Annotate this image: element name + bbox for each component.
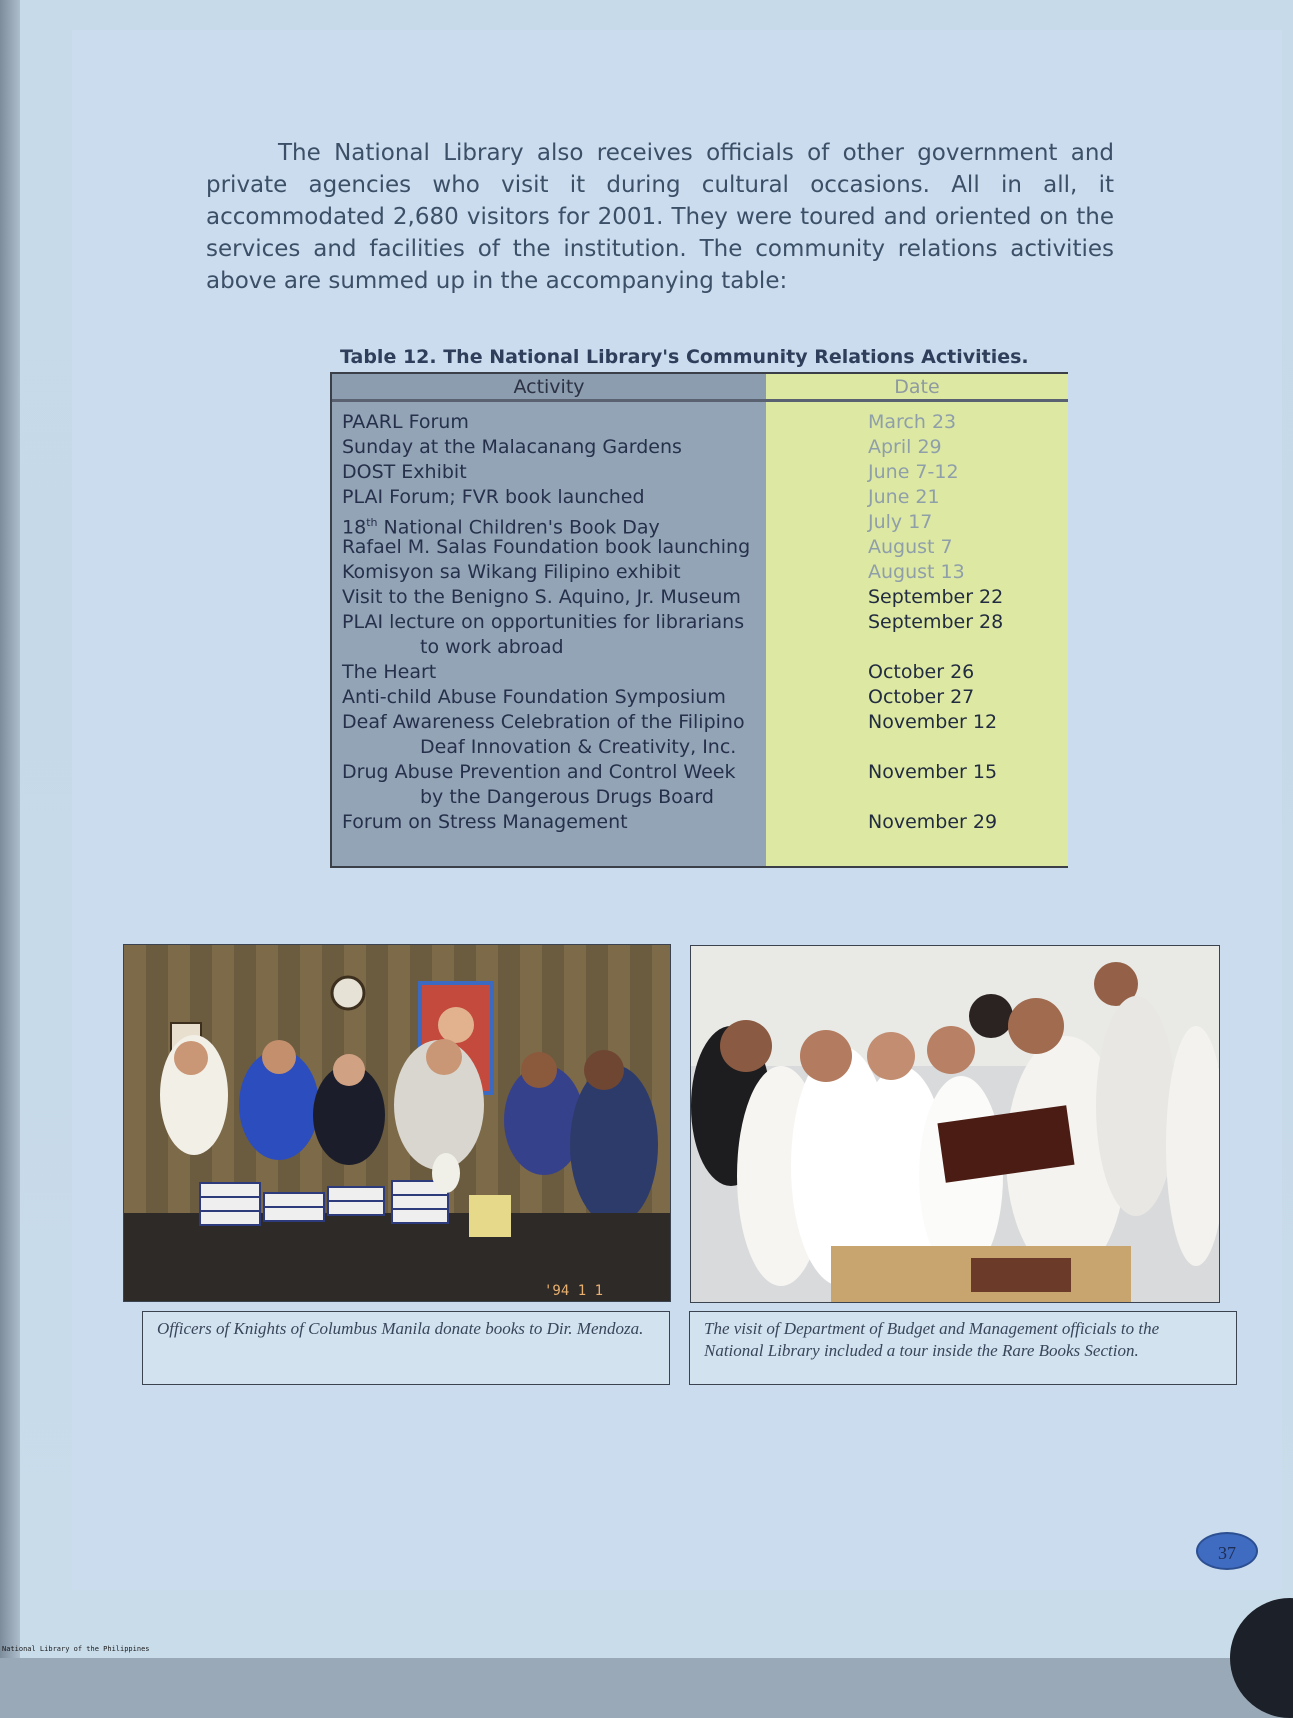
scan-footer: National Library of the Philippines	[2, 1645, 150, 1653]
date-cell: October 26	[868, 661, 975, 683]
photo-knights-of-columbus-donation	[123, 944, 671, 1302]
activity-continuation: by the Dangerous Drugs Board	[420, 786, 714, 808]
activity-ordinal: 18	[342, 516, 367, 539]
activity-cell	[342, 610, 762, 660]
activity-cell	[342, 710, 762, 760]
table-caption: Table 12. The National Library's Community Relations Activities.	[340, 346, 1029, 368]
photo-2-caption: The visit of Department of Budget and Management officials to the National Library included a tour inside the Rare Books Section.	[689, 1311, 1237, 1385]
date-cell: November 12	[868, 711, 998, 733]
activity-cell: Sunday at the Malacanang Gardens	[342, 436, 682, 458]
date-cell: June 7-12	[868, 461, 959, 483]
date-cell: June 21	[868, 486, 940, 508]
photo-date-stamp: '94 1 1	[544, 1283, 604, 1299]
activity-cell: Rafael M. Salas Foundation book launching	[342, 536, 751, 558]
activity-ordinal-suffix: th	[366, 516, 378, 529]
activity-text: Drug Abuse Prevention and Control Week	[342, 761, 736, 783]
activity-cell: Komisyon sa Wikang Filipino exhibit	[342, 561, 681, 583]
activity-continuation: to work abroad	[420, 636, 564, 658]
photo-1-caption: Officers of Knights of Columbus Manila donate books to Dir. Mendoza.	[142, 1311, 670, 1385]
photo-rare-books-section-tour	[690, 945, 1220, 1303]
date-cell: October 27	[868, 686, 975, 708]
date-cell: November 29	[868, 811, 998, 833]
column-header-activity: Activity	[332, 374, 766, 402]
activity-cell: Forum on Stress Management	[342, 811, 628, 833]
book-binding-shadow	[0, 0, 20, 1658]
photo-1-illustration	[124, 945, 670, 1301]
activity-cell: Visit to the Benigno S. Aquino, Jr. Museum	[342, 586, 741, 608]
activity-cell: The Heart	[342, 661, 437, 683]
page-number-badge: 37	[1196, 1532, 1258, 1570]
photo-2-illustration	[691, 946, 1219, 1302]
activity-cell	[342, 760, 762, 810]
activity-cell: PLAI Forum; FVR book launched	[342, 486, 645, 508]
date-cell: August 7	[868, 536, 953, 558]
intro-paragraph: The National Library also receives officials of other government and private agencies who visit it during cultural occasions. All in all, it accommodated 2,680 visitors for 2001. They were toured and oriented on the services and facilities of the institution. The community relations activities above are summed up in the accompanying table:	[206, 140, 1114, 294]
date-cell: November 15	[868, 761, 998, 783]
date-cell: September 28	[868, 611, 1004, 633]
date-cell: April 29	[868, 436, 942, 458]
date-cell: March 23	[868, 411, 957, 433]
date-cell: September 22	[868, 586, 1004, 608]
date-cell: July 17	[868, 511, 933, 533]
community-relations-table	[330, 372, 1068, 868]
activity-text: National Children's Book Day	[383, 516, 660, 539]
activity-continuation: Deaf Innovation & Creativity, Inc.	[420, 736, 737, 758]
activity-text: PLAI lecture on opportunities for librarians	[342, 611, 745, 633]
date-cell: August 13	[868, 561, 965, 583]
activity-cell: Anti-child Abuse Foundation Symposium	[342, 686, 726, 708]
activity-cell: DOST Exhibit	[342, 461, 467, 483]
column-header-date: Date	[766, 374, 1068, 402]
activity-cell: PAARL Forum	[342, 411, 469, 433]
activity-text: Deaf Awareness Celebration of the Filipino	[342, 711, 745, 733]
